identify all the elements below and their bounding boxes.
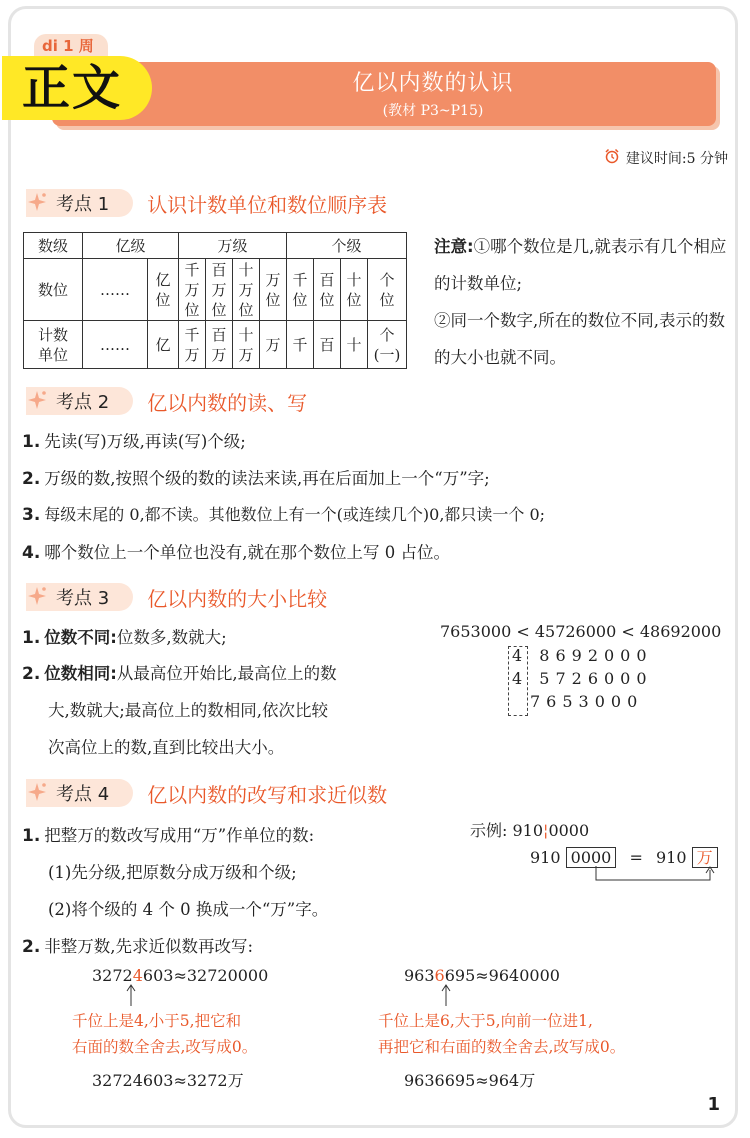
annotation-right: 千位上是6,大于5,向前一位进1, 再把它和右面的数全舍去,改写成0。 — [378, 1012, 626, 1056]
table-header-cell: 个级 — [287, 233, 407, 259]
sparkle-icon — [26, 585, 48, 609]
section-2-title: 亿以内数的读、写 — [147, 390, 308, 415]
comparison-text: 7653000 < 45726000 < 48692000 — [440, 622, 722, 641]
position-cell: 个 位 — [368, 259, 407, 321]
example-line-1: 示例: 910¦0000 — [470, 821, 590, 840]
unit-cell: 万 — [260, 321, 287, 369]
section-3-label: 考点 3 — [56, 588, 110, 609]
section-2-label: 考点 2 — [56, 392, 110, 413]
aligned-number-row: 4 5726000 — [512, 669, 653, 688]
list-item: 2. 万级的数,按照个级的数的读法来读,再在后面加上一个“万”字; — [22, 469, 490, 489]
section-4-label: 考点 4 — [56, 784, 110, 805]
dots-cell: …… — [83, 321, 148, 369]
example-line-2: 910 0000 = 910 万 — [530, 845, 718, 868]
approx-left: 32724603≈32720000 — [92, 966, 269, 985]
section-3-pill — [26, 583, 133, 611]
list-item-continued: 大,数就大;最高位上的数相同,依次比较 — [48, 701, 329, 720]
suggested-time-text: 建议时间:5 分钟 — [625, 151, 728, 167]
list-item: 2. 非整万数,先求近似数再改写: — [22, 937, 254, 957]
aligned-number-row: 7653000 — [530, 692, 644, 711]
result-left: 32724603≈3272万 — [92, 1071, 244, 1090]
section-1-label: 考点 1 — [56, 194, 110, 215]
approx-right: 9636695≈9640000 — [404, 966, 560, 985]
annotation-left: 千位上是4,小于5,把它和 右面的数全舍去,改写成0。 — [72, 1012, 258, 1056]
section-1-pill — [26, 189, 133, 217]
alarm-clock-icon — [604, 148, 620, 168]
section-3-title: 亿以内数的大小比较 — [147, 586, 328, 611]
dots-cell: …… — [83, 259, 148, 321]
page-title: 亿以内数的认识 — [352, 71, 514, 96]
page-number: 1 — [707, 1094, 720, 1115]
note-item-1: ①哪个数位是几,就表示有几个相应的计数单位; — [434, 237, 727, 293]
table-header-cell: 数级 — [24, 233, 83, 259]
position-cell: 亿 位 — [148, 259, 179, 321]
note-item-2: ②同一个数字,所在的数位不同,表示的数的大小也就不同。 — [434, 311, 725, 367]
section-4-pill — [26, 779, 133, 807]
position-cell: 万 位 — [260, 259, 287, 321]
note-label: 注意: — [434, 237, 474, 256]
sparkle-icon — [26, 191, 48, 215]
list-subitem: (2)将个级的 4 个 0 换成一个“万”字。 — [48, 900, 329, 919]
row-label: 计数 单位 — [24, 321, 83, 369]
section-4-title: 亿以内数的改写和求近似数 — [147, 782, 388, 807]
place-value-table — [23, 232, 407, 369]
position-cell: 百 万 位 — [206, 259, 233, 321]
table-header-cell: 亿级 — [83, 233, 179, 259]
unit-cell: 百 万 — [206, 321, 233, 369]
list-item: 1. 把整万的数改写成用“万”作单位的数: — [22, 826, 315, 846]
unit-cell: 十 万 — [233, 321, 260, 369]
unit-cell: 千 万 — [179, 321, 206, 369]
list-item: 3. 每级末尾的 0,都不读。其他数位上有一个(或连续几个)0,都只读一个 0; — [22, 505, 546, 525]
page-subtitle: (教材 P3~P15) — [382, 103, 484, 119]
list-item: 1. 位数不同:位数多,数就大; — [22, 628, 227, 648]
aligned-number-row: 4 8692000 — [512, 646, 653, 665]
section-2-pill — [26, 387, 133, 415]
section-1-header — [26, 188, 387, 218]
position-cell: 千 位 — [287, 259, 314, 321]
unit-cell: 十 — [341, 321, 368, 369]
result-right: 9636695≈964万 — [404, 1071, 536, 1090]
badge-label: 正文 — [22, 60, 123, 116]
rewrite-arrow — [590, 866, 720, 888]
list-item: 1. 先读(写)万级,再读(写)个级; — [22, 432, 246, 452]
position-cell: 百 位 — [314, 259, 341, 321]
section-4-header — [26, 778, 387, 808]
position-cell: 十 万 位 — [233, 259, 260, 321]
position-cell: 千 万 位 — [179, 259, 206, 321]
note-box — [434, 228, 728, 376]
table-header-cell: 万级 — [179, 233, 287, 259]
unit-cell: 个 (一) — [368, 321, 407, 369]
row-label: 数位 — [24, 259, 83, 321]
section-2-header — [26, 386, 307, 416]
list-subitem: (1)先分级,把原数分成万级和个级; — [48, 863, 297, 882]
suggested-time — [604, 148, 728, 168]
page-frame — [8, 6, 738, 1128]
list-item: 2. 位数相同:从最高位开始比,最高位上的数 — [22, 664, 337, 684]
section-3-header — [26, 582, 327, 612]
list-item: 4. 哪个数位上一个单位也没有,就在那个数位上写 0 占位。 — [22, 543, 451, 563]
up-arrow-icon — [126, 984, 136, 1006]
sparkle-icon — [26, 389, 48, 413]
sparkle-icon — [26, 781, 48, 805]
week-tag: di 1 周 — [34, 34, 108, 58]
unit-cell: 亿 — [148, 321, 179, 369]
up-arrow-icon — [441, 984, 451, 1006]
list-item-continued: 次高位上的数,直到比较出大小。 — [48, 738, 285, 757]
section-1-title: 认识计数单位和数位顺序表 — [147, 192, 388, 217]
unit-cell: 千 — [287, 321, 314, 369]
position-cell: 十 位 — [341, 259, 368, 321]
unit-cell: 百 — [314, 321, 341, 369]
